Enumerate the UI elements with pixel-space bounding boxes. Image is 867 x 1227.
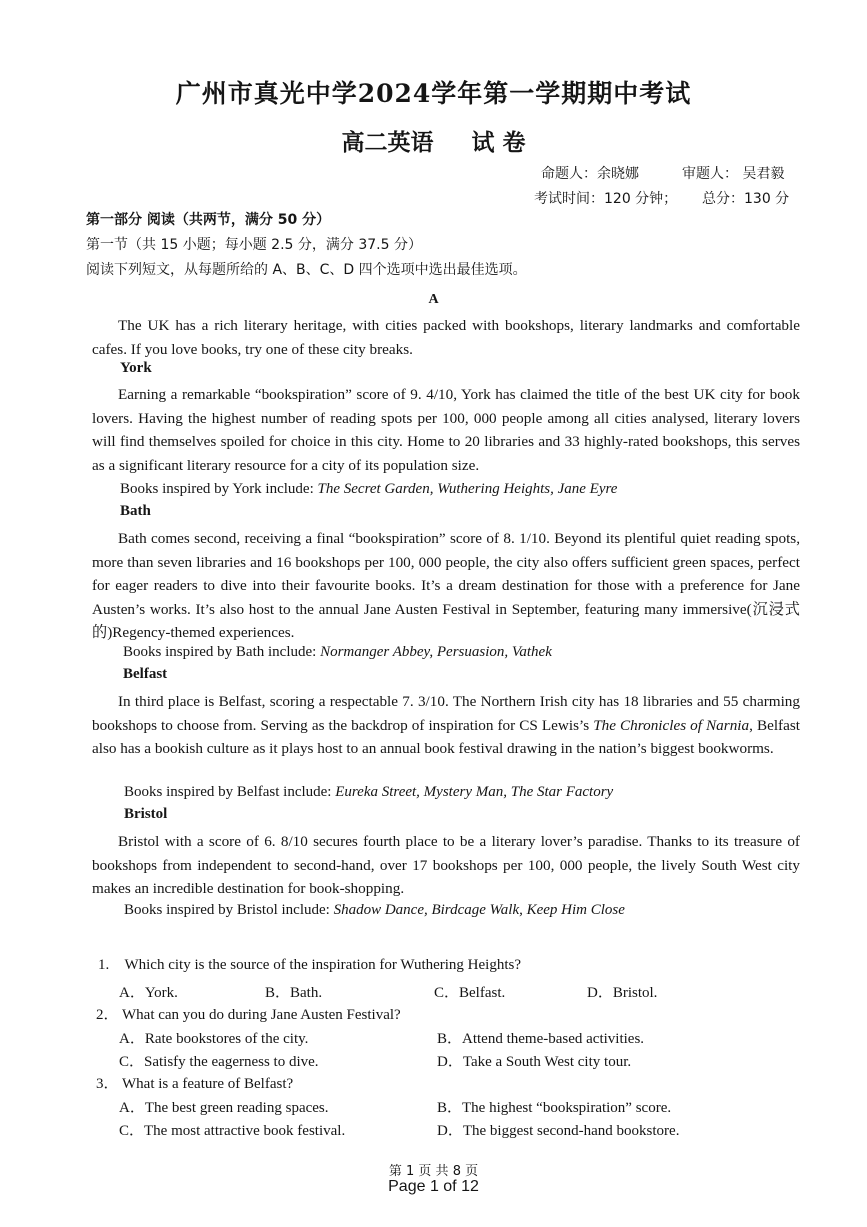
city-heading-bath: Bath [120, 503, 151, 519]
question-3-text: What is a feature of Belfast? [122, 1076, 294, 1092]
q2-option-b[interactable]: B．Attend theme-based activities. [437, 1031, 645, 1047]
exam-title: 广州市真光中学2024学年第一学期期中考试 [175, 79, 692, 108]
page-number-cn: 第 1 页 共 8 页 [388, 1164, 479, 1179]
paper-label: 试 卷 [471, 129, 526, 156]
page-number-en: Page 1 of 12 [388, 1178, 479, 1195]
q1-option-c[interactable]: C．Belfast. [434, 985, 506, 1001]
author-label: 命题人：余晓娜 [541, 166, 639, 182]
question-3-number: 3． [96, 1076, 119, 1092]
books-belfast: Books inspired by Belfast include: Eureka Street, Mystery Man, The Star Factory [124, 784, 614, 800]
q2-option-a[interactable]: A．Rate bookstores of the city. [119, 1031, 309, 1047]
books-bath-titles: Normanger Abbey, Persuasion, Vathek [320, 644, 552, 660]
q1-option-a[interactable]: A．York. [119, 985, 178, 1001]
q3-option-c[interactable]: C．The most attractive book festival. [119, 1123, 346, 1139]
books-york-titles: The Secret Garden, Wuthering Heights, Jane Eyre [317, 481, 618, 497]
q3-option-a[interactable]: A．The best green reading spaces. [119, 1100, 329, 1116]
city-body-york: Earning a remarkable “bookspiration” score of 9. 4/10, York has claimed the title of the best UK city for book lovers. Having the highest number of reading spots per 100, 000 people among all cities analysed, literary lovers will find themselves spoiled for choice in this city. Home to 20 libraries and 33 highly-rated bookshops, this serves as a significant literary resource for a city of its population size. [92, 386, 800, 474]
instruction-text: 阅读下列短文，从每题所给的 A、B、C、D 四个选项中选出最佳选项。 [86, 262, 527, 278]
books-bristol-titles: Shadow Dance, Birdcage Walk, Keep Him Close [333, 902, 625, 918]
question-1 [98, 957, 521, 974]
question-2-number: 2． [96, 1007, 119, 1023]
q1-option-d[interactable]: D．Bristol. [587, 985, 658, 1001]
narnia-title: The Chronicles of Narnia [593, 716, 750, 734]
q1-option-b[interactable]: B．Bath. [265, 985, 323, 1001]
city-heading-bristol: Bristol [124, 806, 168, 822]
question-2-text: What can you do during Jane Austen Festival? [122, 1007, 401, 1023]
question-3 [96, 1072, 293, 1093]
passage-letter: A [428, 292, 439, 307]
q3-option-b[interactable]: B．The highest “bookspiration” score. [437, 1100, 672, 1116]
reviewer-label: 审题人： 吴君毅 [682, 166, 785, 182]
books-york: Books inspired by York include: The Secret Garden, Wuthering Heights, Jane Eyre [120, 481, 618, 497]
city-body-bath: Bath comes second, receiving a final “bookspiration” score of 8. 1/10. Beyond its plentiful quiet reading spots, more than seven libraries and 16 bookshops per 100, 000 people, the city also offers sufficient green spaces, perfect for eager readers to dive into their favourite books. It’s a dream destination for those with a preference for Jane Austen’s works. It’s also host to the annual Jane Austen Festival in September, featuring many immersive(沉浸式的)Regency-themed experiences. [92, 530, 800, 642]
q2-option-c[interactable]: C．Satisfy the eagerness to dive. [119, 1054, 319, 1070]
city-body-bristol: Bristol with a score of 6. 8/10 secures fourth place to be a literary lover’s paradise. Thanks to its treasure of bookshops from independent to second-hand, over 17 bookshops per 100, 000 people, the lively South West city makes an incredible destination for book-shopping. [92, 833, 800, 898]
subject-title [0, 124, 867, 157]
passage-intro: The UK has a rich literary heritage, with cities packed with bookshops, literary landmarks and comfortable cafes. If you love books, try one of these city breaks. [92, 317, 800, 358]
question-2 [96, 1003, 401, 1024]
part-heading: 第一部分 阅读（共两节，满分 50 分） [86, 212, 331, 228]
subject-name: 高二英语 [341, 129, 434, 156]
q2-option-d[interactable]: D．Take a South West city tour. [437, 1054, 632, 1070]
total-score: 总分：130 分 [702, 191, 790, 207]
books-belfast-titles: Eureka Street, Mystery Man, The Star Factory [335, 784, 614, 800]
question-1-number: 1. [98, 957, 110, 973]
city-heading-york: York [120, 360, 152, 376]
city-body-belfast: In third place is Belfast, scoring a respectable 7. 3/10. The Northern Irish city has 18 libraries and 55 charming bookshops to choose from. Serving as the backdrop of inspiration for CS Lewis’s The Chronicles of Narnia, Belfast also has a bookish culture as it plays host to an annual book festival drawing in the nation’s biggest bookworms. [92, 693, 800, 758]
exam-time: 考试时间：120 分钟； [534, 191, 678, 207]
question-1-text: Which city is the source of the inspiration for Wuthering Heights? [124, 957, 522, 973]
books-bath: Books inspired by Bath include: Normanger Abbey, Persuasion, Vathek [123, 644, 552, 660]
books-bristol: Books inspired by Bristol include: Shadow Dance, Birdcage Walk, Keep Him Close [124, 902, 625, 918]
city-heading-belfast: Belfast [123, 666, 168, 682]
q3-option-d[interactable]: D．The biggest second-hand bookstore. [437, 1123, 680, 1139]
subsection-heading: 第一节（共 15 小题；每小题 2.5 分，满分 37.5 分） [86, 237, 422, 253]
